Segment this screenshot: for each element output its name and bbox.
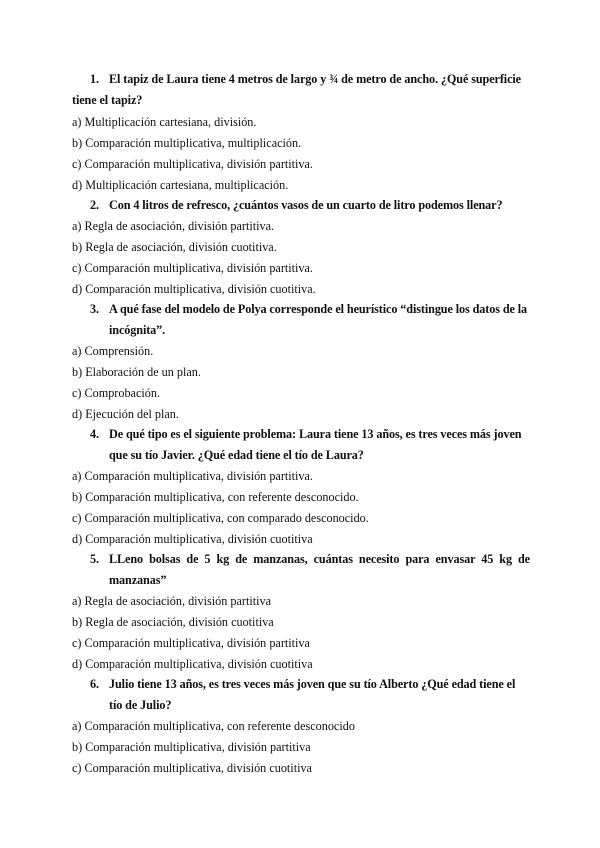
option-1b: b) Comparación multiplicativa, multiplicación. [72, 136, 302, 150]
option-5b: b) Regla de asociación, división cuotitiva [72, 615, 274, 629]
question-4 [72, 424, 530, 466]
option-1c: c) Comparación multiplicativa, división partitiva. [72, 157, 313, 171]
option-1a: a) Multiplicación cartesiana, división. [72, 115, 257, 129]
question-6 [72, 674, 530, 716]
option-3c: c) Comprobación. [72, 386, 160, 400]
question-number: 6. [90, 677, 99, 691]
question-text: Julio tiene 13 años, es tres veces más joven que su tío Alberto ¿Qué edad tiene el tío de Julio? [109, 677, 516, 712]
option-4c: c) Comparación multiplicativa, con comparado desconocido. [72, 511, 369, 525]
question-number: 3. [90, 302, 99, 316]
option-5c: c) Comparación multiplicativa, división partitiva [72, 636, 310, 650]
option-4d: d) Comparación multiplicativa, división cuotitiva [72, 532, 313, 546]
question-text: De qué tipo es el siguiente problema: Laura tiene 13 años, es tres veces más joven que su tío Javier. ¿Qué edad tiene el tío de Laura? [109, 427, 522, 462]
question-2 [72, 195, 532, 216]
option-2c: c) Comparación multiplicativa, división partitiva. [72, 261, 313, 275]
question-text: A qué fase del modelo de Polya corresponde el heurístico “distingue los datos de la incógnita”. [109, 302, 528, 337]
question-number: 5. [90, 552, 99, 566]
option-3d: d) Ejecución del plan. [72, 407, 179, 421]
question-text: Con 4 litros de refresco, ¿cuántos vasos de un cuarto de litro podemos llenar? [109, 198, 503, 212]
question-1 [72, 69, 530, 111]
question-text: El tapiz de Laura tiene 4 metros de largo y ¾ de metro de ancho. ¿Qué superficie tiene el tapiz? [72, 72, 521, 107]
question-5 [72, 549, 530, 591]
option-6a: a) Comparación multiplicativa, con referente desconocido [72, 719, 355, 733]
option-2a: a) Regla de asociación, división partitiva. [72, 219, 275, 233]
question-3 [72, 299, 530, 341]
option-2b: b) Regla de asociación, división cuotitiva. [72, 240, 277, 254]
option-3a: a) Comprensión. [72, 344, 154, 358]
question-number: 4. [90, 427, 99, 441]
option-1d: d) Multiplicación cartesiana, multiplicación. [72, 178, 289, 192]
option-2d: d) Comparación multiplicativa, división cuotitiva. [72, 282, 316, 296]
option-4b: b) Comparación multiplicativa, con referente desconocido. [72, 490, 359, 504]
option-4a: a) Comparación multiplicativa, división partitiva. [72, 469, 313, 483]
option-3b: b) Elaboración de un plan. [72, 365, 201, 379]
question-text: LLeno bolsas de 5 kg de manzanas, cuántas necesito para envasar 45 kg de manzanas” [109, 552, 530, 587]
option-6c: c) Comparación multiplicativa, división cuotitiva [72, 761, 312, 775]
question-number: 2. [90, 198, 99, 212]
option-5d: d) Comparación multiplicativa, división cuotitiva [72, 657, 313, 671]
question-number: 1. [90, 72, 99, 86]
option-5a: a) Regla de asociación, división partitiva [72, 594, 271, 608]
option-6b: b) Comparación multiplicativa, división partitiva [72, 740, 311, 754]
